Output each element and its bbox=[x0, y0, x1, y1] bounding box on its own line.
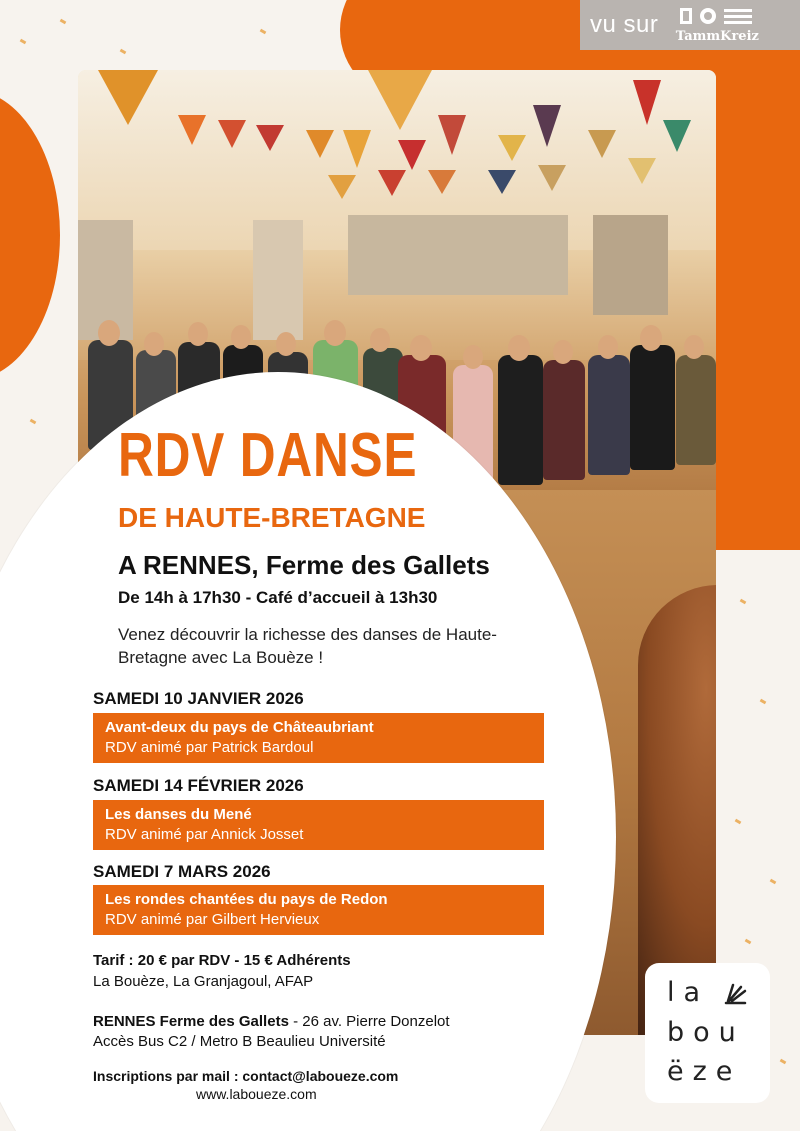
organizers: La Bouèze, La Granjagoul, AFAP bbox=[93, 973, 314, 990]
event-date: SAMEDI 7 MARS 2026 bbox=[93, 862, 271, 881]
event-location: A RENNES, Ferme des Gallets bbox=[118, 550, 490, 580]
decorative-shape bbox=[0, 90, 60, 380]
decorative-shape bbox=[712, 60, 800, 550]
event-host: RDV animé par Patrick Bardoul bbox=[105, 739, 314, 756]
address-street: - 26 av. Pierre Donzelot bbox=[288, 1013, 450, 1030]
badge-logo-name: TammKreiz bbox=[675, 29, 759, 44]
registration-email[interactable]: Inscriptions par mail : contact@laboueze.com bbox=[93, 1068, 399, 1084]
address-venue: RENNES Ferme des Gallets bbox=[93, 1013, 289, 1030]
website-link[interactable]: www.laboueze.com bbox=[196, 1086, 317, 1102]
poster-subtitle: DE HAUTE-BRETAGNE bbox=[118, 502, 426, 533]
brand-line-2: bou bbox=[667, 1017, 745, 1048]
laboueze-logo bbox=[645, 963, 770, 1103]
intro-text: Venez découvrir la richesse des danses de Haute-Bretagne avec La Bouèze ! bbox=[118, 625, 497, 667]
event-name: Les danses du Mené bbox=[105, 806, 252, 823]
event-name: Avant-deux du pays de Châteaubriant bbox=[105, 719, 374, 736]
event-box bbox=[93, 713, 544, 763]
event-date: SAMEDI 14 FÉVRIER 2026 bbox=[93, 776, 304, 795]
event-name: Les rondes chantées du pays de Redon bbox=[105, 891, 388, 908]
event-box bbox=[93, 885, 544, 935]
badge-prefix: vu sur bbox=[590, 11, 659, 38]
brand-line-3: ëze bbox=[667, 1056, 742, 1087]
poster-title: RDV DANSE bbox=[118, 421, 418, 490]
event-date: SAMEDI 10 JANVIER 2026 bbox=[93, 689, 304, 708]
tammkreiz-logo bbox=[672, 6, 762, 44]
tammkreiz-logo-icon bbox=[672, 6, 762, 28]
event-hours: De 14h à 17h30 - Café d’accueil à 13h30 bbox=[118, 588, 438, 607]
event-host: RDV animé par Annick Josset bbox=[105, 826, 304, 843]
price-info: Tarif : 20 € par RDV - 15 € Adhérents bbox=[93, 952, 351, 969]
transport-info: Accès Bus C2 / Metro B Beaulieu Université bbox=[93, 1033, 386, 1050]
tammkreiz-badge[interactable] bbox=[580, 0, 800, 50]
event-box bbox=[93, 800, 544, 850]
wheat-icon bbox=[723, 981, 749, 1007]
brand-line-1: la bbox=[667, 977, 710, 1008]
address bbox=[93, 1013, 450, 1030]
event-host: RDV animé par Gilbert Hervieux bbox=[105, 911, 320, 928]
